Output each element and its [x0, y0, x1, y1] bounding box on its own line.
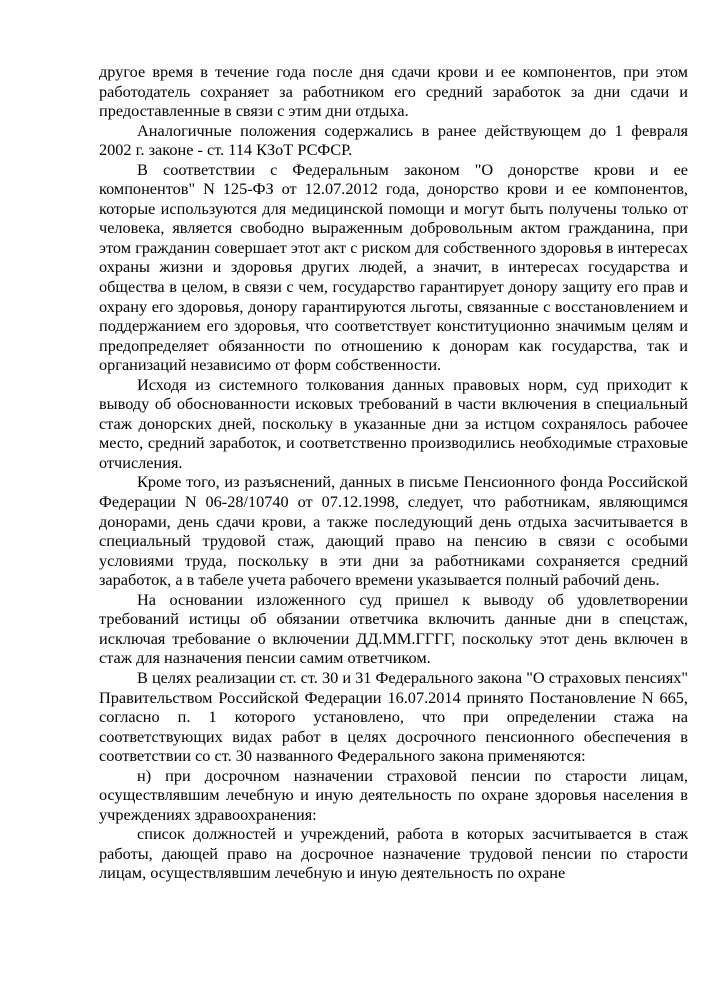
paragraph-pension-fund-letter: Кроме того, из разъяснений, данных в письме Пенсионного фонда Российской Федерации N 06-28/10740 от 07.12.1998, следует, что работникам, являющимся донорами, день сдачи крови, а также последующий день отдыха засчитывается в специальный трудовой стаж, дающий право на пенсию в связи с особыми условиями труда, поскольку в эти дни за работниками сохраняется средний заработок, а в табеле учета рабочего времени указывается полный рабочий день.	[99, 472, 688, 590]
paragraph-donor-law: В соответствии с Федеральным законом "О донорстве крови и ее компонентов" N 125-ФЗ от 12.07.2012 года, донорство крови и ее компонентов, которые используются для медицинской помощи и могут быть получены только от человека, является свободно выраженным добровольным актом гражданина, при этом гражданин совершает этот акт с риском для собственного здоровья в интересах охраны жизни и здоровья других людей, а значит, в интересах государства и общества в целом, в связи с чем, государство гарантирует донору защиту его прав и охрану его здоровья, донору гарантируются льготы, связанные с восстановлением и поддержанием его здоровья, что соответствует конституционно значимым целям и предопределяет обязанности по отношению к донорам как государства, так и организаций независимо от форм собственности.	[99, 159, 688, 375]
paragraph-court-conclusion-donor-days: Исходя из системного толкования данных правовых норм, суд приходит к выводу об обоснованности исковых требований в части включения в специальный стаж донорских дней, поскольку в указанные дни за истцом сохранялось рабочее место, средний заработок, и соответственно производились необходимые страховые отчисления.	[99, 374, 688, 472]
paragraph-continuation: другое время в течение года после дня сдачи крови и ее компонентов, при этом работодатель сохраняет за работником его средний заработок за дни сдачи и предоставленные в связи с этим дни отдыха.	[99, 62, 688, 121]
paragraph-item-n: н) при досрочном назначении страховой пенсии по старости лицам, осуществлявшим лечебную и иную деятельность по охране здоровья населения в учреждениях здравоохранения:	[99, 765, 688, 824]
paragraph-court-decision-specstazh: На основании изложенного суд пришел к выводу об удовлетворении требований истицы об обязании ответчика включить данные дни в спецстаж, исключая требование о включении ДД.ММ.ГГГГ, поскольку этот день включен в стаж для назначения пенсии самим ответчиком.	[99, 589, 688, 668]
paragraph-resolution-665: В целях реализации ст. ст. 30 и 31 Федерального закона "О страховых пенсиях" Правительством Российской Федерации 16.07.2014 принято Постановление N 665, согласно п. 1 которого установлено, что при определении стажа на соответствующих видах работ в целях досрочного пенсионного обеспечения в соответствии со ст. 30 названного Федерального закона применяются:	[99, 667, 688, 766]
paragraph-position-list: список должностей и учреждений, работа в которых засчитывается в стаж работы, дающей право на досрочное назначение трудовой пенсии по старости лицам, осуществлявшим лечебную и иную деятельность по охране	[99, 824, 688, 883]
paragraph-kzot-rsfsr: Аналогичные положения содержались в ранее действующем до 1 февраля 2002 г. законе - ст. 114 КЗоТ РСФСР.	[99, 120, 688, 160]
